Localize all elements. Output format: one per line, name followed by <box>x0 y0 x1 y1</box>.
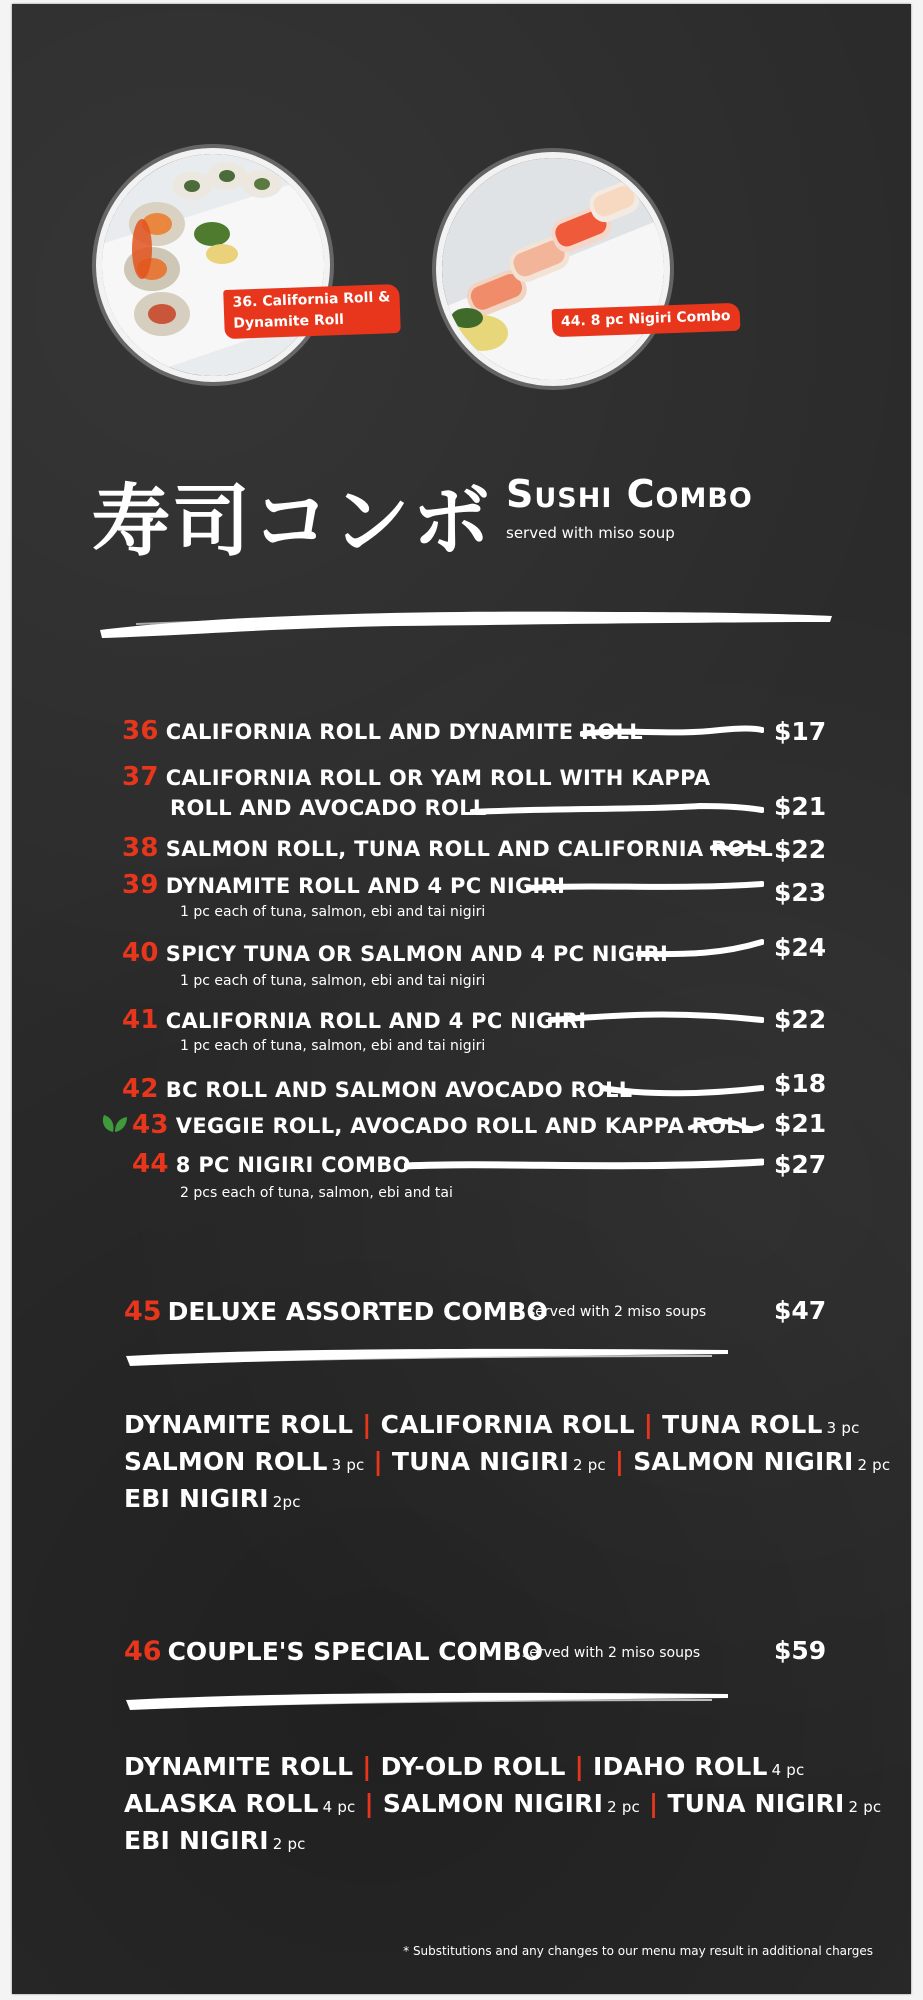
combo-component: EBI NIGIRI <box>124 1826 269 1855</box>
item-number: 38 <box>122 833 159 863</box>
item-price: $23 <box>774 878 827 907</box>
component-qty: 2 pc <box>848 1798 882 1816</box>
item-price: $27 <box>774 1150 827 1179</box>
item-price: $21 <box>774 1109 827 1138</box>
combo-component: TUNA NIGIRI <box>667 1789 845 1818</box>
item-name: SPICY TUNA OR SALMON AND 4 PC NIGIRI <box>165 942 669 966</box>
title-brush-stroke <box>96 602 836 642</box>
caption-line: Dynamite Roll <box>233 311 345 332</box>
separator: | <box>649 1789 659 1818</box>
leader-stroke <box>710 838 764 860</box>
combo-45-line-2 <box>124 1447 890 1476</box>
separator: | <box>614 1447 625 1476</box>
combo-price: $47 <box>774 1296 827 1325</box>
item-price: $22 <box>774 1005 827 1034</box>
combo-name: COUPLE'S SPECIAL COMBO <box>167 1637 543 1666</box>
component-qty: 3 pc <box>826 1419 860 1437</box>
japanese-title: 寿司コンボ <box>92 477 493 567</box>
caption-line: 36. California Roll & <box>232 289 391 311</box>
combo-45-line-1 <box>124 1410 860 1439</box>
combo-component: SALMON NIGIRI <box>382 1789 604 1818</box>
leader-stroke <box>688 1114 764 1136</box>
menu-item-43 <box>132 1110 754 1140</box>
separator: | <box>364 1789 374 1818</box>
item-price: $21 <box>774 792 827 821</box>
component-qty: 3 pc <box>331 1456 365 1474</box>
separator: | <box>643 1410 654 1439</box>
combo-component: IDAHO ROLL <box>592 1752 768 1781</box>
component-qty: 2 pc <box>272 1835 306 1853</box>
combo-component: SALMON NIGIRI <box>633 1447 854 1476</box>
separator: | <box>362 1752 372 1781</box>
combo-name: DELUXE ASSORTED COMBO <box>167 1297 548 1326</box>
menu-item-38 <box>122 833 773 863</box>
item-price: $24 <box>774 933 827 962</box>
item-number: 40 <box>122 938 159 968</box>
item-name: BC ROLL AND SALMON AVOCADO ROLL <box>165 1078 633 1102</box>
title-subtitle: served with miso soup <box>506 524 675 542</box>
separator: | <box>574 1752 584 1781</box>
item-number: 42 <box>122 1074 159 1104</box>
menu-item-39 <box>122 870 565 900</box>
leader-stroke <box>548 1008 764 1030</box>
combo-subtitle: served with 2 miso soups <box>528 1304 707 1320</box>
combo-brush-stroke <box>122 1344 732 1374</box>
item-note: 1 pc each of tuna, salmon, ebi and tai nigiri <box>180 1038 486 1054</box>
combo-component: EBI NIGIRI <box>124 1484 269 1513</box>
menu-item-41 <box>122 1005 586 1035</box>
item-number: 39 <box>122 870 159 900</box>
item-name: CALIFORNIA ROLL OR YAM ROLL WITH KAPPA <box>165 766 711 790</box>
separator: | <box>373 1447 383 1476</box>
combo-component: ALASKA ROLL <box>124 1789 319 1818</box>
component-qty: 4 pc <box>322 1798 356 1816</box>
item-price: $22 <box>774 835 827 864</box>
combo-45-title <box>124 1296 548 1327</box>
component-qty: 2 pc <box>607 1798 640 1816</box>
combo-46-title <box>124 1636 543 1667</box>
combo-component: SALMON ROLL <box>124 1447 328 1476</box>
california-roll-photo <box>96 148 330 382</box>
combo-component: CALIFORNIA ROLL <box>380 1410 635 1439</box>
component-qty: 2 pc <box>572 1456 606 1474</box>
combo-46-line-3 <box>124 1826 306 1855</box>
leader-stroke <box>526 878 764 898</box>
item-number: 41 <box>122 1005 159 1035</box>
combo-45-line-3 <box>124 1484 301 1513</box>
item-price: $17 <box>774 717 827 746</box>
leaf-icon <box>100 1112 128 1134</box>
leader-stroke <box>636 938 764 964</box>
item-name: DYNAMITE ROLL AND 4 PC NIGIRI <box>165 874 566 898</box>
combo-number: 45 <box>124 1296 162 1327</box>
item-note: 1 pc each of tuna, salmon, ebi and tai nigiri <box>180 904 486 920</box>
caption-line: 44. 8 pc Nigiri Combo <box>560 308 731 330</box>
item-note: 1 pc each of tuna, salmon, ebi and tai nigiri <box>180 973 486 989</box>
combo-component: DY-OLD ROLL <box>380 1752 566 1781</box>
photo-caption-44 <box>552 303 740 338</box>
combo-brush-stroke <box>122 1688 732 1718</box>
english-title: Sushi Combo <box>506 472 753 516</box>
leader-stroke <box>600 1080 764 1100</box>
nigiri-combo-photo <box>436 152 670 386</box>
leader-stroke <box>580 722 764 742</box>
combo-component: DYNAMITE ROLL <box>124 1410 354 1439</box>
combo-46-line-2 <box>124 1789 881 1818</box>
item-number: 44 <box>132 1149 169 1179</box>
item-price: $18 <box>774 1069 827 1098</box>
menu-item-40 <box>122 938 668 968</box>
item-name: 8 PC NIGIRI COMBO <box>175 1153 411 1177</box>
menu-board <box>12 4 911 1994</box>
item-number: 36 <box>122 716 159 746</box>
item-note: 2 pcs each of tuna, salmon, ebi and tai <box>180 1185 453 1201</box>
item-number: 37 <box>122 762 159 792</box>
menu-item-36 <box>122 716 643 746</box>
combo-number: 46 <box>124 1636 162 1667</box>
combo-46-line-1 <box>124 1752 804 1781</box>
menu-item-42 <box>122 1074 633 1104</box>
item-name: CALIFORNIA ROLL AND 4 PC NIGIRI <box>165 1009 587 1033</box>
separator: | <box>362 1410 372 1439</box>
combo-price: $59 <box>774 1636 827 1665</box>
leader-stroke <box>404 1156 764 1176</box>
combo-component: TUNA NIGIRI <box>391 1447 569 1476</box>
component-qty: 2 pc <box>857 1456 891 1474</box>
menu-item-37 <box>122 762 710 792</box>
item-name: SALMON ROLL, TUNA ROLL AND CALIFORNIA ROLL <box>165 837 774 861</box>
photo-caption-36 <box>223 284 400 339</box>
menu-item-44 <box>132 1149 411 1179</box>
item-name: CALIFORNIA ROLL AND DYNAMITE ROLL <box>165 720 643 744</box>
item-number: 43 <box>132 1110 169 1140</box>
combo-component: TUNA ROLL <box>662 1410 823 1439</box>
item-name: VEGGIE ROLL, AVOCADO ROLL AND KAPPA ROLL <box>175 1114 754 1138</box>
combo-component: DYNAMITE ROLL <box>124 1752 354 1781</box>
component-qty: 2pc <box>272 1493 301 1511</box>
component-qty: 4 pc <box>771 1761 805 1779</box>
leader-stroke <box>470 800 764 820</box>
footnote: * Substitutions and any changes to our menu may result in additional charges <box>403 1944 873 1958</box>
item-name-continued: ROLL AND AVOCADO ROLL <box>170 796 487 820</box>
combo-subtitle: served with 2 miso soups <box>522 1645 701 1661</box>
